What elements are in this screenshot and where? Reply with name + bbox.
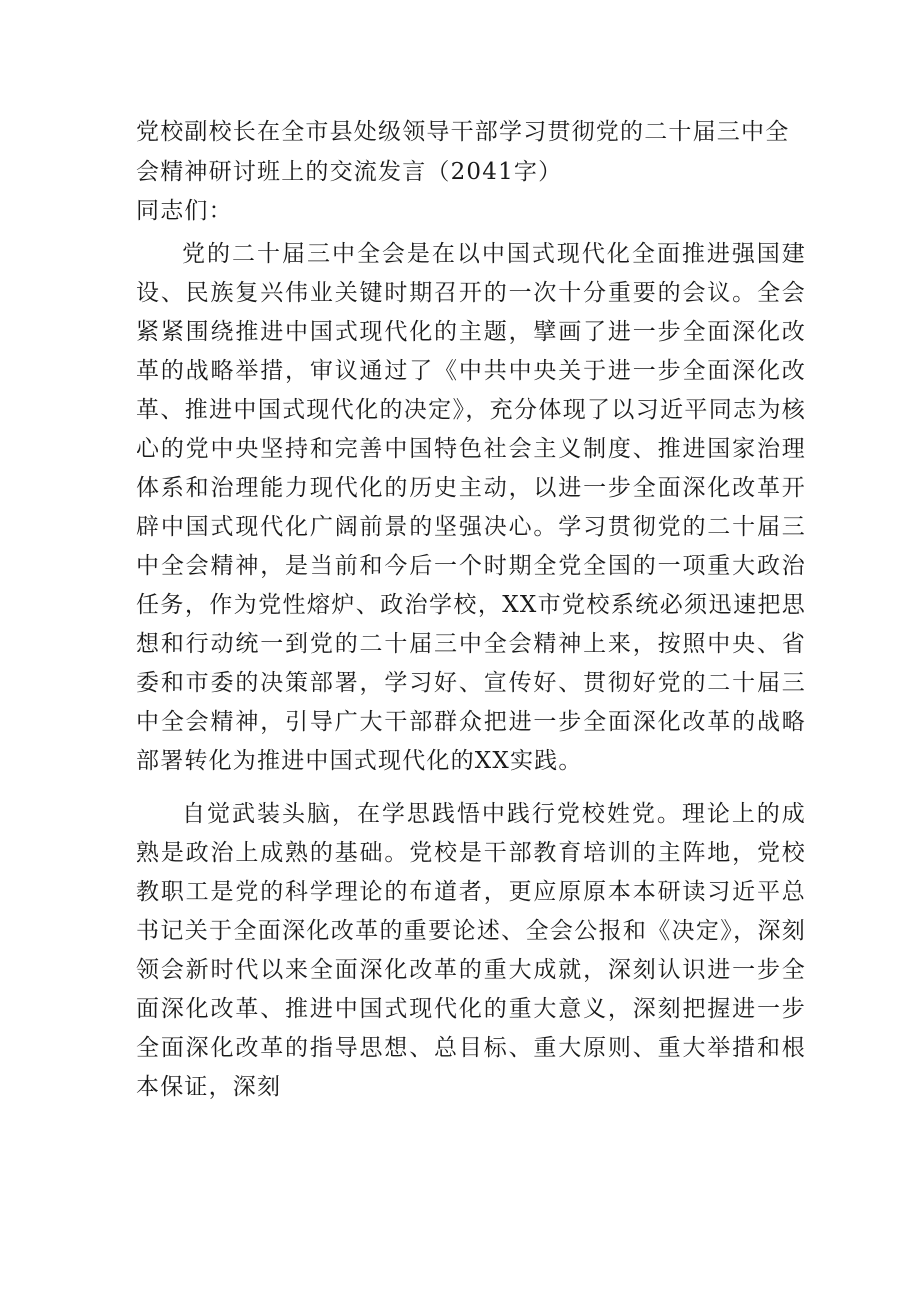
document-body — [136, 112, 806, 1107]
document-title: 党校副校长在全市县处级领导干部学习贯彻党的二十届三中全会精神研讨班上的交流发言（2041字） — [136, 119, 790, 185]
paragraph-1: 党的二十届三中全会是在以中国式现代化全面推进强国建设、民族复兴伟业关键时期召开的一次十分重要的会议。全会紧紧围绕推进中国式现代化的主题，擘画了进一步全面深化改革的战略举措，审议通过了《中共中央关于进一步全面深化改革、推进中国式现代化的决定》，充分体现了以习近平同志为核心的党中央坚持和完善中国特色社会主义制度、推进国家治理体系和治理能力现代化的历史主动，以进一步全面深化改革开辟中国式现代化广阔前景的坚强决心。学习贯彻党的二十届三中全会精神，是当前和今后一个时期全党全国的一项重大政治任务，作为党性熔炉、政治学校，XX市党校系统必须迅速把思想和行动统一到党的二十届三中全会精神上来，按照中央、省委和市委的决策部署，学习好、宣传好、贯彻好党的二十届三中全会精神，引导广大干部群众把进一步全面深化改革的战略部署转化为推进中国式现代化的XX实践。 — [136, 241, 806, 774]
paragraph-2: 自觉武装头脑，在学思践悟中践行党校姓党。理论上的成熟是政治上成熟的基础。党校是干部教育培训的主阵地，党校教职工是党的科学理论的布道者，更应原原本本研读习近平总书记关于全面深化改革的重要论述、全会公报和《决定》，深刻领会新时代以来全面深化改革的重大成就，深刻认识进一步全面深化改革、推进中国式现代化的重大意义，深刻把握进一步全面深化改革的指导思想、总目标、重大原则、重大举措和根本保证，深刻 — [136, 801, 806, 1100]
greeting: 同志们： — [136, 198, 233, 224]
